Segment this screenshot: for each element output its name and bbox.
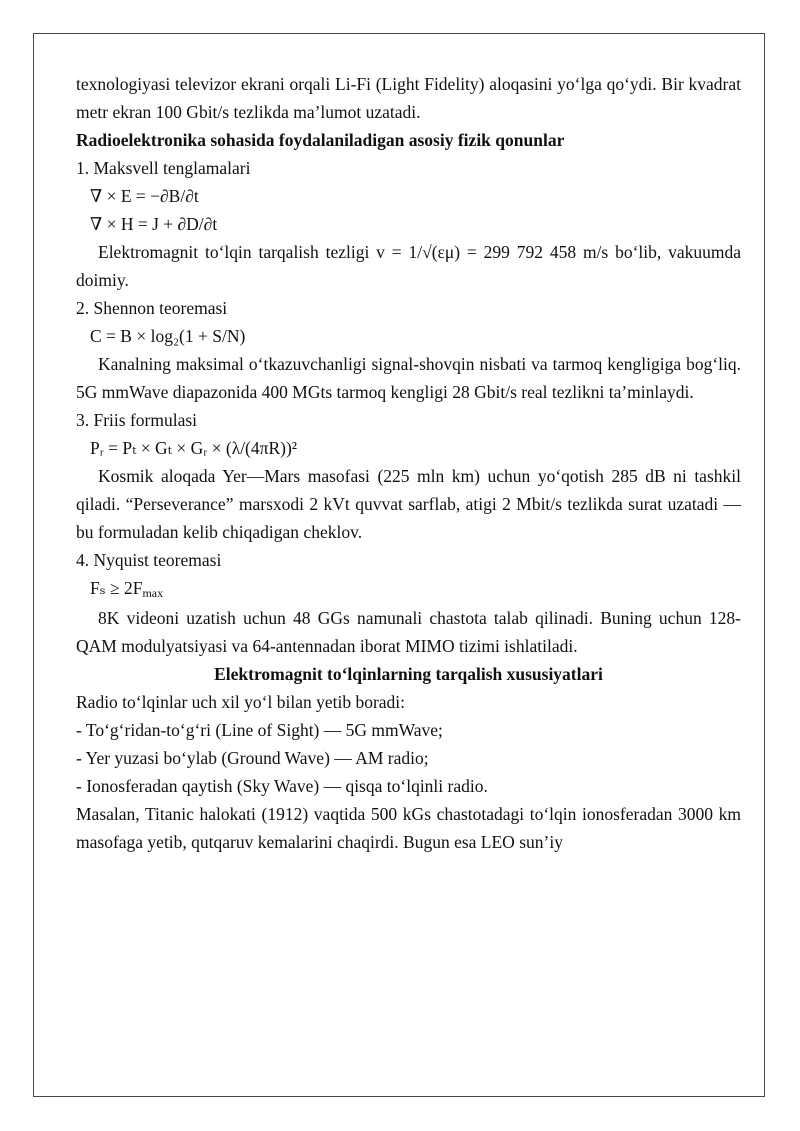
- document-body: [76, 70, 741, 856]
- shannon-text: Kanalning maksimal o‘tkazuvchanligi signal-shovqin nisbati va tarmoq kengligiga bog‘liq. 5G mmWave diapazonida 400 MGts tarmoq kengligi 28 Gbit/s real tezlikni ta’minlaydi.: [76, 354, 741, 402]
- nyquist-equation: [76, 574, 741, 604]
- nyquist-title: 4. Nyquist teoremasi: [76, 550, 222, 570]
- friis-equation: Pᵣ = Pₜ × Gₜ × Gᵣ × (λ/(4πR))²: [90, 438, 298, 458]
- friis-title: 3. Friis formulasi: [76, 410, 198, 430]
- list-item: - Ionosferadan qaytish (Sky Wave) — qisqa to‘lqinli radio.: [76, 776, 488, 796]
- maxwell-title: 1. Maksvell tenglamalari: [76, 158, 251, 178]
- friis-text: Kosmik aloqada Yer—Mars masofasi (225 mln km) uchun yo‘qotish 285 dB ni tashkil qiladi. “Perseverance” marsxodi 2 kVt quvvat sarflab, atigi 2 Mbit/s tezlikda surat uzatadi — bu formuladan kelib chiqadigan cheklov.: [76, 466, 741, 542]
- shannon-equation: C = B × log₂(1 + S/N): [90, 326, 246, 346]
- list-item: - To‘g‘ridan-to‘g‘ri (Line of Sight) — 5G mmWave;: [76, 720, 443, 740]
- shannon-title: 2. Shennon teoremasi: [76, 298, 228, 318]
- nyquist-text: 8K videoni uzatish uchun 48 GGs namunali chastota talab qilinadi. Buning uchun 128-QAM modulyatsiyasi va 64-antennadan iborat MIMO tizimi ishlatiladi.: [76, 608, 741, 656]
- maxwell-text: Elektromagnit to‘lqin tarqalish tezligi v = 1/√(εμ) = 299 792 458 m/s bo‘lib, vakuumda doimiy.: [76, 242, 741, 290]
- titanic-paragraph: Masalan, Titanic halokati (1912) vaqtida 500 kGs chastotadagi to‘lqin ionosferadan 3000 km masofaga yetib, qutqaruv kemalarini chaqirdi. Bugun esa LEO sun’iy: [76, 804, 741, 852]
- maxwell-equation-1: ∇ × E = −∂B/∂t: [90, 186, 199, 206]
- propagation-intro: Radio to‘lqinlar uch xil yo‘l bilan yetib boradi:: [76, 692, 406, 712]
- nyquist-equation-subscript: max: [142, 586, 164, 600]
- maxwell-equation-2: ∇ × H = J + ∂D/∂t: [90, 214, 218, 234]
- intro-paragraph: texnologiyasi televizor ekrani orqali Li-Fi (Light Fidelity) aloqasini yo‘lga qo‘ydi. Bir kvadrat metr ekran 100 Gbit/s tezlikda ma’lumot uzatadi.: [76, 74, 741, 122]
- section-heading-wave-propagation: Elektromagnit to‘lqinlarning tarqalish xususiyatlari: [214, 664, 603, 684]
- nyquist-equation-main: Fₛ ≥ 2F: [90, 578, 143, 598]
- section-heading-physics-laws: Radioelektronika sohasida foydalaniladigan asosiy fizik qonunlar: [76, 130, 565, 150]
- list-item: - Yer yuzasi bo‘ylab (Ground Wave) — AM radio;: [76, 748, 429, 768]
